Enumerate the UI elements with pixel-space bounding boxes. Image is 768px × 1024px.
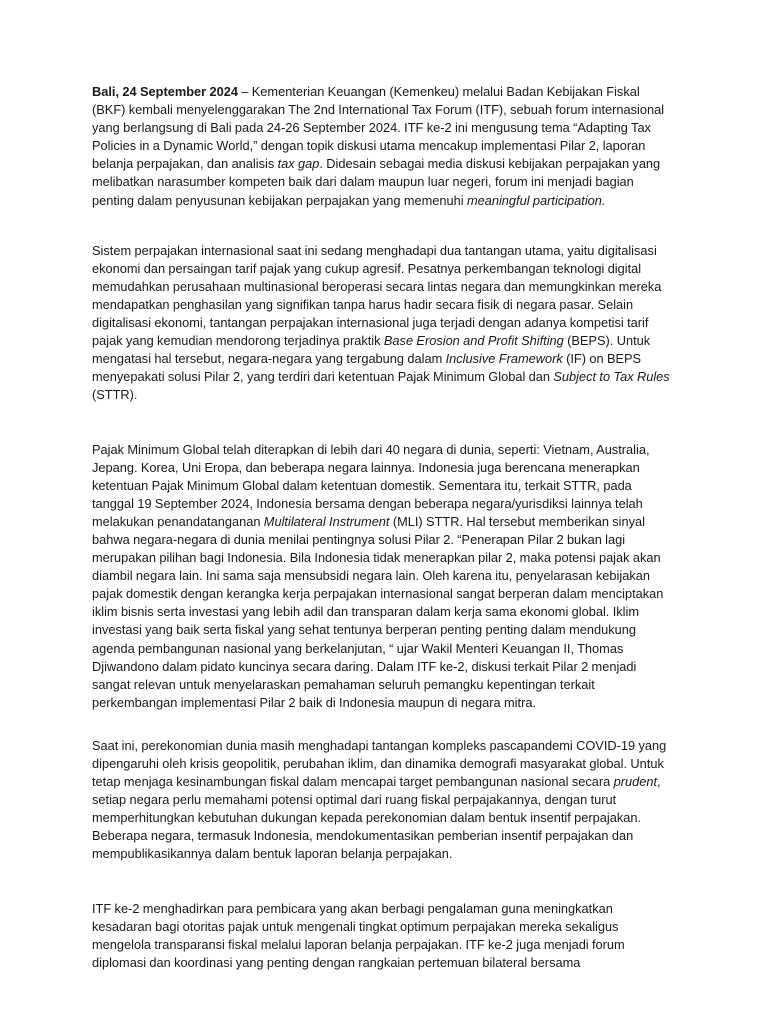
economy-italic-1: prudent xyxy=(613,774,657,790)
challenges-italic-2: Inclusive Framework xyxy=(445,351,563,367)
challenges-text-3: (IF) on BEPS menyepakati solusi Pilar 2, yang terdiri dari ketentuan Pajak Minimum Global dan xyxy=(92,351,642,385)
paragraph-economy xyxy=(92,737,672,864)
paragraph-global-minimum-tax xyxy=(92,441,672,712)
intro-italic-1: tax gap xyxy=(277,156,320,172)
speakers-text-1: ITF ke-2 menghadirkan para pembicara yang akan berbagi pengalaman guna meningkatkan kesadaran bagi otoritas pajak untuk mengenali tingkat optimum perpajakan mereka sekaligus mengelola transparansi fiskal melalui laporan belanja perpajakan. ITF ke-2 juga menjadi forum diplomasi dan koordinasi yang penting dengan rangkaian pertemuan bilateral bersama xyxy=(92,900,625,970)
paragraph-challenges xyxy=(92,242,672,405)
paragraph-speakers xyxy=(92,900,672,972)
intro-text-2: . Didesain sebagai media diskusi kebijakan perpajakan yang melibatkan narasumber kompeten baik dari dalam maupun luar negeri, forum ini menjadi bagian penting dalam penyusunan kebijakan perpajakan yang memenuhi xyxy=(92,156,661,208)
economy-text-2: , setiap negara perlu memahami potensi optimal dari ruang fiskal perpajakannya, dengan turut memperhitungkan kebutuhan dukungan kepada perekonomian dalam bentuk insentif perpajakan. Beberapa negara, termasuk Indonesia, mendokumentasikan pemberian insentif perpajakan dan mempublikasikannya dalam bentuk laporan belanja perpajakan. xyxy=(92,774,661,862)
challenges-text-2: (BEPS). Untuk mengatasi hal tersebut, negara-negara yang tergabung dalam xyxy=(92,333,651,367)
challenges-italic-1: Base Erosion and Profit Shifting xyxy=(383,333,564,349)
intro-italic-2: meaningful participation. xyxy=(466,192,606,208)
challenges-text-4: (STTR). xyxy=(92,387,138,403)
intro-text-1: – Kementerian Keuangan (Kemenkeu) melalui Badan Kebijakan Fiskal (BKF) kembali menyelenggarakan The 2nd International Tax Forum (ITF), sebuah forum internasional yang berlangsung di Bali pada 24-26 September 2024. ITF ke-2 ini mengusung tema “Adapting Tax Policies in a Dynamic World,” dengan topik diskusi utama mencakup implementasi Pilar 2, laporan belanja perpajakan, dan analisis xyxy=(92,84,665,172)
paragraph-intro xyxy=(92,83,672,210)
challenges-italic-3: Subject to Tax Rules xyxy=(553,369,670,385)
gmt-text-2: (MLI) STTR. Hal tersebut memberikan sinyal bahwa negara-negara di dunia menilai pentingnya solusi Pilar 2. “Penerapan Pilar 2 bukan lagi merupakan pilihan bagi Indonesia. Bila Indonesia tidak menerapkan pilar 2, maka potensi pajak akan diambil negara lain. Ini sama saja mensubsidi negara lain. Oleh karena itu, penyelarasan kebijakan pajak domestik dengan kerangka kerja perpajakan internasional sangat berperan dalam menciptakan iklim bisnis serta investasi yang lebih adil dan transparan dalam kerja sama ekonomi global. Iklim investasi yang baik serta fiskal yang sehat tentunya berperan penting penting dalam mendukung agenda pembangunan nasional yang berkelanjutan, “ ujar Wakil Menteri Keuangan II, Thomas Djiwandono dalam pidato kuncinya secara daring. Dalam ITF ke-2, diskusi terkait Pilar 2 menjadi sangat relevan untuk menyelaraskan pemahaman seluruh pemangku kepentingan terkait perkembangan implementasi Pilar 2 baik di Indonesia maupun di negara mitra. xyxy=(92,513,664,710)
challenges-text-1: Sistem perpajakan internasional saat ini sedang menghadapi dua tantangan utama, yaitu digitalisasi ekonomi dan persaingan tarif pajak yang cukup agresif. Pesatnya perkembangan teknologi digital memudahkan perusahaan multinasional beroperasi secara lintas negara dan memungkinkan mereka mendapatkan penghasilan yang signifikan tanpa harus hadir secara fisik di negara pasar. Selain digitalisasi ekonomi, tantangan perpajakan internasional juga terjadi dengan adanya kompetisi tarif pajak yang kemudian mendorong terjadinya praktik xyxy=(92,242,662,349)
economy-text-1: Saat ini, perekonomian dunia masih menghadapi tantangan kompleks pascapandemi COVID-19 yang dipengaruhi oleh krisis geopolitik, perubahan iklim, dan dinamika demografi masyarakat global. Untuk tetap menjaga kesinambungan fiskal dalam mencapai target pembangunan nasional secara xyxy=(92,737,667,790)
gmt-italic-1: Multilateral Instrument xyxy=(263,513,390,529)
gmt-text-1: Pajak Minimum Global telah diterapkan di lebih dari 40 negara di dunia, seperti: Vietnam, Australia, Jepang. Korea, Uni Eropa, dan beberapa negara lainnya. Indonesia juga berencana menerapkan ketentuan Pajak Minimum Global dalam ketentuan domestik. Sementara itu, terkait STTR, pada tanggal 19 September 2024, Indonesia bersama dengan beberapa negara/yurisdiksi lainnya telah melakukan penandatanganan xyxy=(92,441,650,529)
dateline: Bali, 24 September 2024 xyxy=(92,84,238,99)
